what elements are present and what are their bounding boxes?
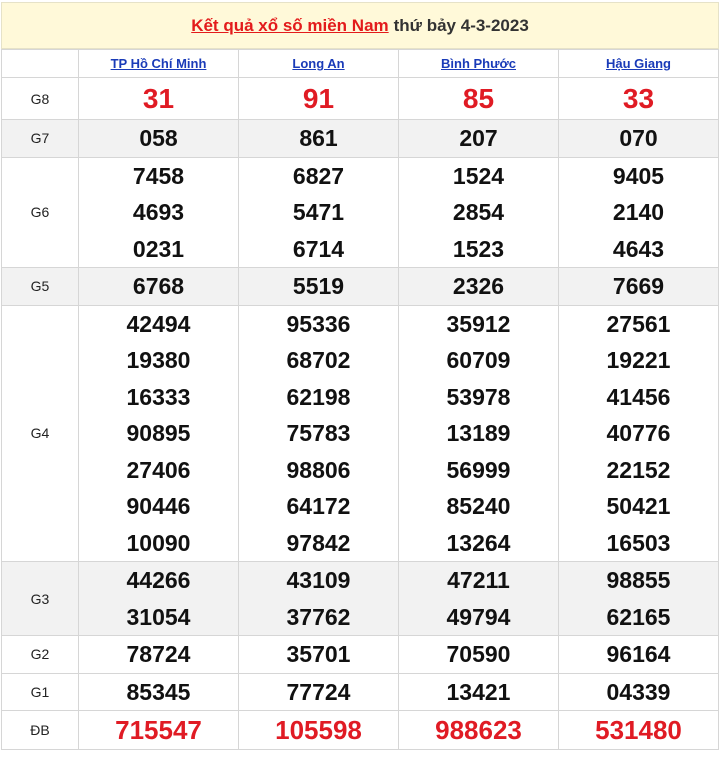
- prize-row-g7: [2, 120, 719, 158]
- prize-number: 43109: [286, 567, 351, 593]
- prize-number: 27406: [126, 456, 191, 483]
- prize-cell: [79, 305, 239, 562]
- prize-cell: [559, 305, 719, 562]
- prize-number: 64172: [286, 493, 351, 519]
- prize-row-g6: [2, 157, 719, 268]
- prize-number: 4693: [132, 199, 185, 225]
- prize-cell: [559, 157, 719, 268]
- prize-label: G6: [2, 157, 79, 268]
- province-header-row: [2, 50, 719, 78]
- prize-number: 7669: [559, 268, 719, 306]
- prize-cell: [399, 305, 559, 562]
- prize-number: 7458: [132, 162, 185, 189]
- prize-cell: [239, 562, 399, 636]
- prize-number: 78724: [79, 636, 239, 674]
- prize-number: 070: [559, 120, 719, 158]
- prize-number: 91: [239, 78, 399, 120]
- results-panel: [1, 2, 719, 750]
- results-header: [1, 2, 719, 49]
- prize-number: 49794: [446, 603, 511, 630]
- prize-number: 16503: [606, 529, 671, 556]
- prize-number: 861: [239, 120, 399, 158]
- prize-number: 85240: [446, 493, 511, 519]
- prize-number: 56999: [446, 456, 511, 483]
- province-link-hau-giang[interactable]: Hậu Giang: [605, 56, 671, 71]
- prize-number: 1523: [452, 235, 505, 262]
- prize-label: G3: [2, 562, 79, 636]
- prize-label: G1: [2, 673, 79, 711]
- province-link-long-an[interactable]: Long An: [292, 56, 345, 71]
- prize-number: 68702: [286, 347, 351, 373]
- prize-number: 97842: [286, 529, 351, 556]
- prize-number: 85: [399, 78, 559, 120]
- prize-row-g2: [2, 636, 719, 674]
- prize-number: 207: [399, 120, 559, 158]
- prize-number: 19380: [126, 347, 191, 373]
- prize-number: 77724: [239, 673, 399, 711]
- prize-number: 2326: [399, 268, 559, 306]
- prize-number: 1524: [452, 162, 505, 189]
- prize-number: 37762: [286, 603, 351, 630]
- prize-number: 2140: [612, 199, 665, 225]
- special-prize-number: 715547: [79, 711, 239, 750]
- prize-number: 98806: [286, 456, 351, 483]
- prize-number: 19221: [606, 347, 671, 373]
- prize-number: 98855: [606, 567, 671, 593]
- prize-cell: [239, 157, 399, 268]
- prize-number: 41456: [606, 383, 671, 410]
- prize-number: 31054: [126, 603, 191, 630]
- prize-number: 22152: [606, 456, 671, 483]
- prize-number: 62165: [606, 603, 671, 630]
- prize-cell: [79, 157, 239, 268]
- prize-number: 50421: [606, 493, 671, 519]
- prize-cell: [399, 157, 559, 268]
- prize-number: 90446: [126, 493, 191, 519]
- prize-number: 2854: [452, 199, 505, 225]
- prize-number: 90895: [126, 420, 191, 446]
- prize-number: 058: [79, 120, 239, 158]
- prize-label: G2: [2, 636, 79, 674]
- prize-number: 33: [559, 78, 719, 120]
- prize-cell: [79, 562, 239, 636]
- prize-number: 27561: [606, 310, 671, 337]
- prize-row-g3: [2, 562, 719, 636]
- prize-number: 16333: [126, 383, 191, 410]
- prize-number: 62198: [286, 383, 351, 410]
- results-title-link[interactable]: Kết quả xổ số miền Nam: [191, 15, 389, 35]
- special-prize-number: 105598: [239, 711, 399, 750]
- results-table: [1, 49, 719, 750]
- special-prize-number: 531480: [559, 711, 719, 750]
- prize-row-g5: [2, 268, 719, 306]
- prize-number: 75783: [286, 420, 351, 446]
- prize-row-g8: [2, 78, 719, 120]
- prize-number: 35701: [239, 636, 399, 674]
- prize-row-g4: [2, 305, 719, 562]
- prize-row-g1: [2, 673, 719, 711]
- prize-number: 13421: [399, 673, 559, 711]
- prize-number: 04339: [559, 673, 719, 711]
- results-date: thứ bảy 4-3-2023: [393, 15, 529, 35]
- province-link-hcm[interactable]: TP Hồ Chí Minh: [110, 56, 207, 71]
- prize-number: 35912: [446, 310, 511, 337]
- prize-number: 6714: [292, 235, 345, 262]
- prize-number: 44266: [126, 567, 191, 593]
- prize-label: ĐB: [2, 711, 79, 750]
- prize-row-special: [2, 711, 719, 750]
- prize-number: 53978: [446, 383, 511, 410]
- prize-number: 10090: [126, 529, 191, 556]
- prize-number: 47211: [447, 567, 510, 593]
- prize-label: G8: [2, 78, 79, 120]
- prize-number: 9405: [612, 162, 665, 189]
- prize-number: 42494: [126, 310, 191, 337]
- prize-number: 85345: [79, 673, 239, 711]
- prize-number: 6768: [79, 268, 239, 306]
- prize-number: 0231: [132, 235, 185, 262]
- prize-number: 40776: [606, 420, 671, 446]
- prize-number: 13189: [446, 420, 511, 446]
- prize-number: 5519: [239, 268, 399, 306]
- prize-label: G5: [2, 268, 79, 306]
- prize-label: G7: [2, 120, 79, 158]
- prize-label: G4: [2, 305, 79, 562]
- prize-cell: [239, 305, 399, 562]
- prize-number: 95336: [286, 310, 351, 337]
- prize-number: 6827: [292, 162, 345, 189]
- prize-number: 4643: [612, 235, 665, 262]
- prize-number: 5471: [292, 199, 345, 225]
- province-link-binh-phuoc[interactable]: Bình Phước: [441, 56, 516, 71]
- prize-cell: [399, 562, 559, 636]
- prize-number: 60709: [446, 347, 511, 373]
- corner-cell: [2, 50, 79, 78]
- prize-cell: [559, 562, 719, 636]
- prize-number: 70590: [399, 636, 559, 674]
- prize-number: 13264: [446, 529, 511, 556]
- special-prize-number: 988623: [399, 711, 559, 750]
- prize-number: 96164: [559, 636, 719, 674]
- prize-number: 31: [79, 78, 239, 120]
